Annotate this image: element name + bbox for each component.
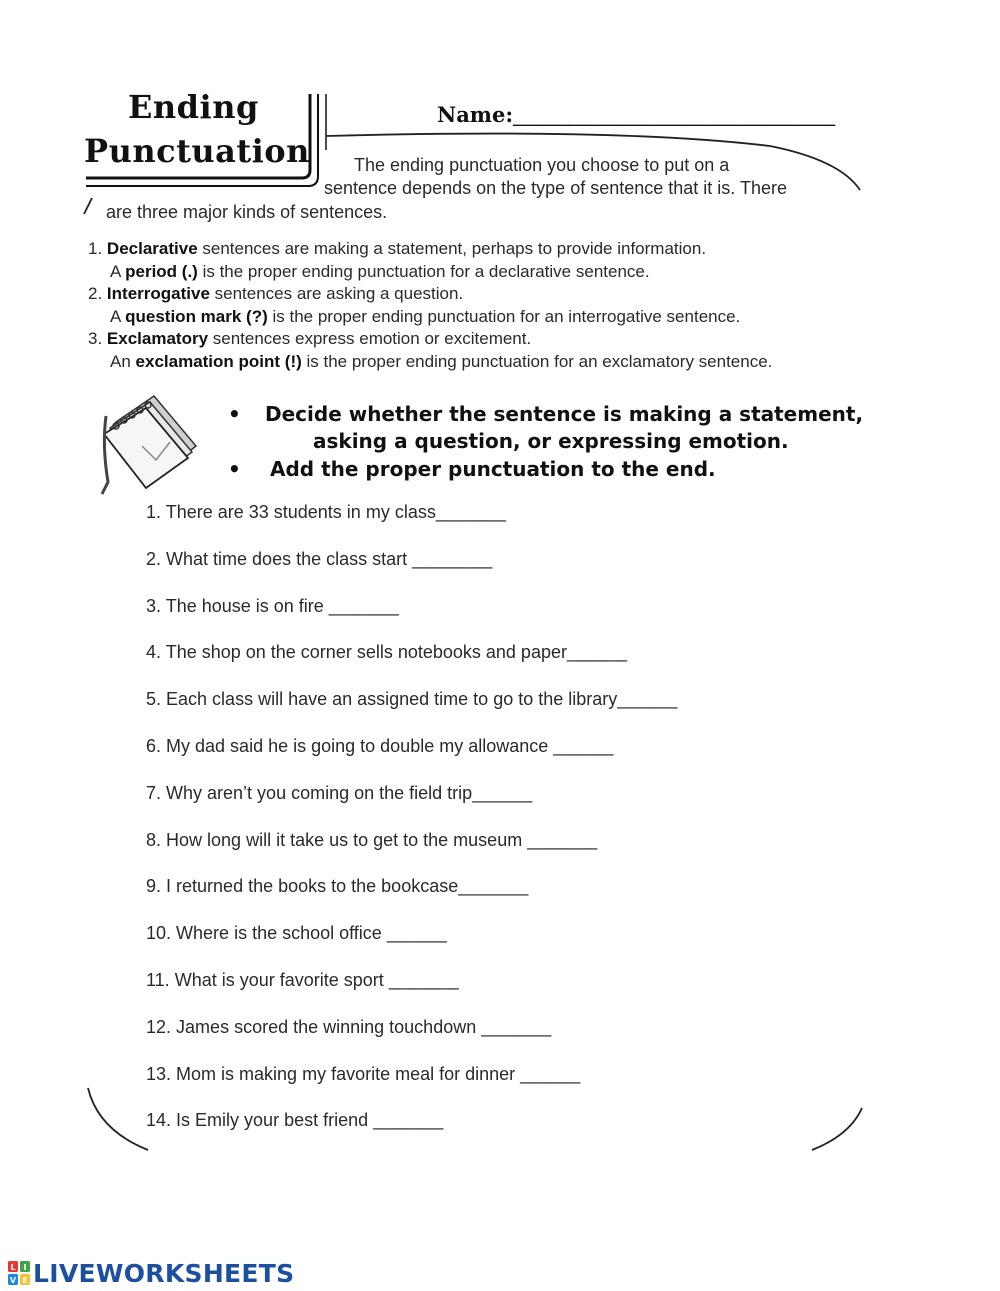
question-list [146,502,677,1157]
svg-text:E: E [22,1276,28,1285]
svg-text:V: V [9,1276,17,1285]
question-item: 8. How long will it take us to get to the museum _______ [146,829,598,850]
instruction-line1: Decide whether the sentence is making a statement, [265,402,864,426]
question-item: 11. What is your favorite sport _______ [146,969,459,990]
definition-declarative: 1. Declarative sentences are making a statement, perhaps to provide information. [88,239,707,258]
intro-line3: are three major kinds of sentences. [106,202,388,222]
name-blank[interactable]: _____________________________ [513,104,835,127]
rule-exclamatory: An exclamation point (!) is the proper ending punctuation for an exclamatory sentence. [110,351,773,371]
rule-declarative: A period (.) is the proper ending punctuation for a declarative sentence. [110,261,650,281]
instruction-bullet-2: • [228,457,241,481]
question-item: 5. Each class will have an assigned time to go to the library______ [146,689,678,710]
name-field[interactable] [437,102,834,128]
answer-blank[interactable]: _______ [388,969,459,990]
instruction-bullet-1: • [228,402,241,426]
answer-blank[interactable]: _______ [373,1110,444,1131]
notepad-icon [96,386,208,498]
page-title-line1: Ending [128,88,259,126]
question-item: 3. The house is on fire _______ [146,595,399,616]
question-item: 12. James scored the winning touchdown _______ [146,1016,552,1037]
liveworksheets-logo[interactable] [8,1258,294,1288]
name-label: Name: [437,102,514,127]
definition-exclamatory: 3. Exclamatory sentences express emotion or excitement. [88,329,532,348]
answer-blank[interactable]: ______ [472,782,533,803]
svg-text:I: I [23,1263,27,1272]
intro-line1: The ending punctuation you choose to put on a [354,155,730,175]
intro-line2: sentence depends on the type of sentence that it is. There [324,178,787,198]
answer-blank[interactable]: ______ [386,923,447,944]
question-item: 7. Why aren’t you coming on the field trip______ [146,782,533,803]
definition-interrogative: 2. Interrogative sentences are asking a question. [88,284,464,303]
question-item: 6. My dad said he is going to double my allowance ______ [146,735,614,756]
svg-text:L: L [10,1263,16,1272]
answer-blank[interactable]: _______ [458,876,529,897]
rule-interrogative: A question mark (?) is the proper ending punctuation for an interrogative sentence. [110,306,741,326]
answer-blank[interactable]: ______ [566,642,628,663]
instruction-line2: asking a question, or expressing emotion. [313,429,789,453]
answer-blank[interactable]: ______ [617,689,678,710]
question-item: 14. Is Emily your best friend _______ [146,1110,444,1131]
definitions-list [88,238,772,373]
answer-blank[interactable]: _______ [328,595,399,616]
answer-blank[interactable]: _______ [435,502,506,522]
question-item: 10. Where is the school office ______ [146,923,447,944]
answer-blank[interactable]: _______ [527,829,598,850]
logo-tiles-icon [8,1261,30,1285]
question-item: 13. Mom is making my favorite meal for dinner ______ [146,1063,581,1084]
page-title-line2: Punctuation [84,132,310,170]
answer-blank[interactable]: _______ [481,1016,552,1037]
question-item: 9. I returned the books to the bookcase_______ [146,876,529,897]
answer-blank[interactable]: ______ [520,1063,581,1084]
instruction-line3: Add the proper punctuation to the end. [270,457,716,481]
question-item: 4. The shop on the corner sells notebooks and paper______ [146,642,628,663]
question-item: 1. There are 33 students in my class_______ [146,502,506,522]
question-item: 2. What time does the class start ________ [146,548,493,569]
logo-text: LIVEWORKSHEETS [33,1258,295,1288]
answer-blank[interactable]: ________ [412,548,493,569]
answer-blank[interactable]: ______ [553,735,614,756]
